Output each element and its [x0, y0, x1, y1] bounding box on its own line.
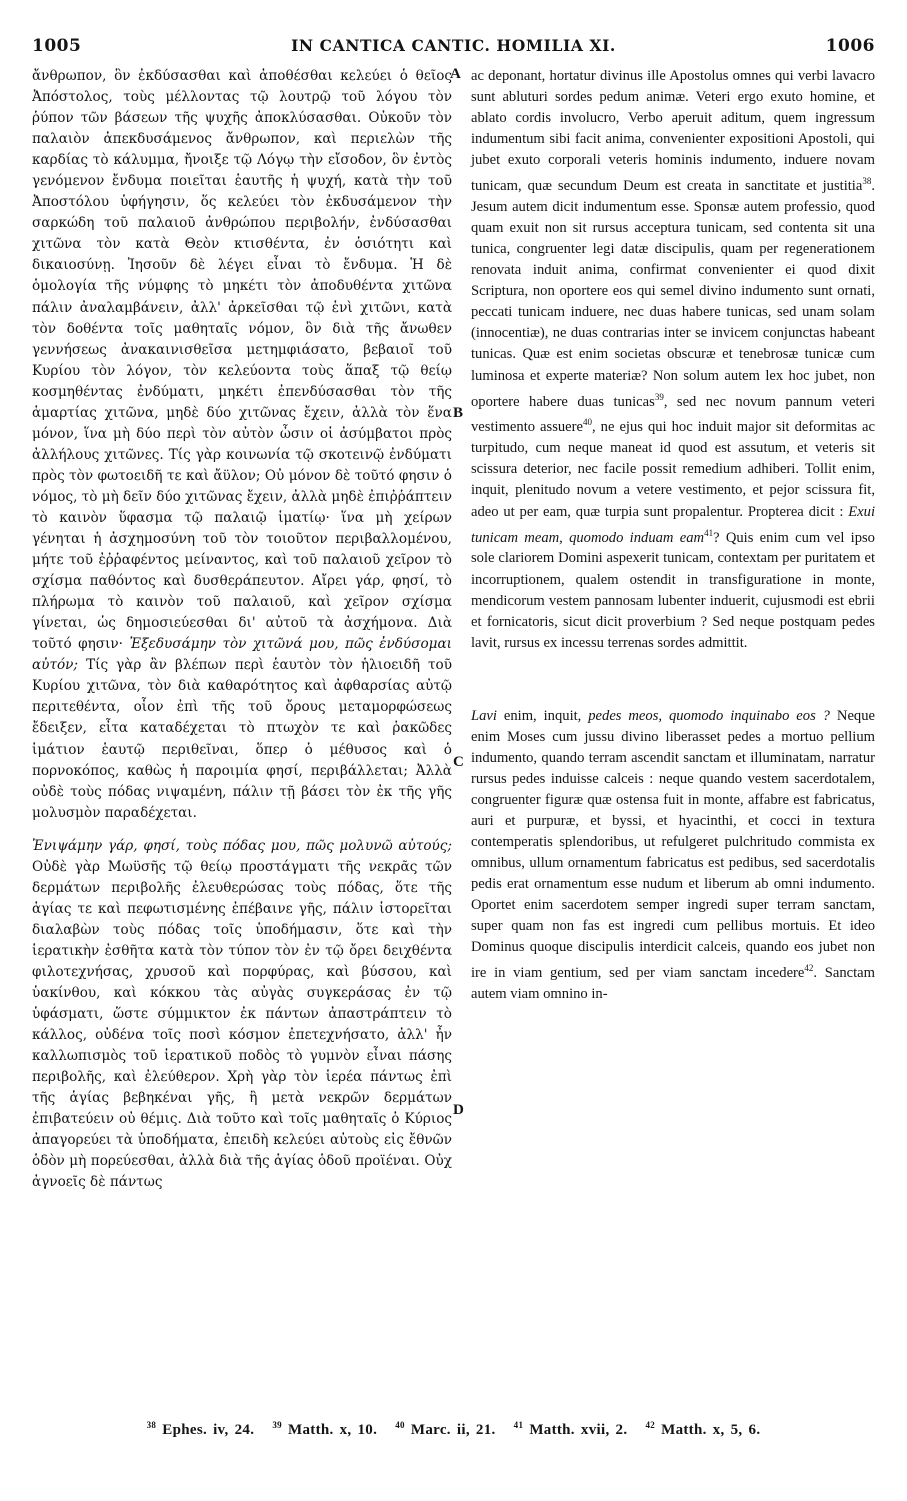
latin-text: . Jesum autem dicit indumentum esse. Sponsæ autem professio, quod quam exuit non sit rursus acceptura tunicam, sed contenta sit una tunica, congruenter legi datæ discipulis, quam per regenerationem renovata induit anima, confirmat convenienter ei quod dixit Scriptura, non oportere eos qui semel divino indumento sunt ornati, peccati tunicam induere, nec duas habere tunicas, sed unam solam (innocentiæ), ne duas contrarias inter se invicem conjunctas habeant tunicas. Quæ est enim societas obscuræ et tenebrosæ tunicæ cum luminosa et experte materiæ? Non solum autem lex hoc jubet, non oportere habere duas tunicas — [471, 178, 875, 410]
greek-column — [32, 66, 452, 1193]
section-marker-c: C — [453, 754, 464, 770]
footnote — [395, 1422, 495, 1438]
latin-column — [471, 66, 875, 1005]
latin-text: enim, inquit, — [496, 707, 589, 724]
latin-text: ac deponant, hortatur divinus ille Apostolus omnes qui verbi lavacro sunt abluturi sordes pedum animæ. Veteri ergo exuto homine, et ablato cordis involucro, Verbo aperuit aditum, quem ingressum indumentum sibi facit anima, convenienter expositioni Apostoli, qui jubet exuto corporali veteris hominis indumento, induere novam tunicam, quæ secundum Deum est creata in sanctitate et justitia — [471, 68, 875, 195]
running-title: IN CANTICA CANTIC. HOMILIA XI. — [291, 36, 616, 55]
latin-quote: Lavi — [471, 707, 497, 724]
footnote-number: 39 — [272, 1420, 282, 1430]
latin-text: Neque enim Moses cum jussu divino liberasset pedes a mortuo pellium indumento, quando terram ascendit sanctam et illuminatam, narratur rursus pedes induisse calceis : neque quando vestem sacerdotalem, congruenter figuræ quæ ostensa fuit in monte, affabre est fabricatus, auri et purpuræ, et byssi, et hyacinthi, et cocci in textura contemperatis splendoribus, ut refulgeret pulchritudo commista ex omnibus, ullum ornamentum fabricatus est pedibus, sed sacerdotalis pedis erat ornamentum esse nudum et liberum ab omni indumento. Oportet enim sacerdotem semper ingredi super terram sanctam, super quam non fas est ingredi cum pellibus mortuis. Et ideo Dominus quoque discipulis interdicit calceis, quando eos jubet non ire in viam gentium, sed per viam sanctam incedere — [471, 707, 875, 982]
footnote-ref-text: Ephes. iv, 24. — [162, 1422, 255, 1438]
footnote-number: 41 — [513, 1420, 524, 1430]
latin-text: . Sanctam autem viam omnino in- — [471, 965, 875, 1003]
footnote — [272, 1422, 377, 1438]
latin-text: ? Quis enim cum vel ipso sole clariorem Domini aspexerit tunicam, contextam per puritatem et incorruptionem, qualem ostendit in transfiguratione in monte, mendicorum vestem pannosam lubenter induerit, cujusmodi est ebrii et fornicatoris, sicut dicit proverbium ? Sed neque postquam pedes lavit, rursus ex incessu terrenas sordes admittit. — [471, 529, 875, 651]
greek-quote: Ἐξεδυσάμην τὸν χιτῶνά μου, πῶς ἐνδύσομαι αὐτόν; — [32, 636, 452, 674]
page-header — [32, 36, 875, 66]
page-number-left: 1005 — [32, 36, 82, 56]
greek-paragraph-1 — [32, 66, 452, 824]
footnote-ref-text: Matth. x, 5, 6. — [661, 1422, 761, 1438]
footnote — [645, 1422, 760, 1438]
footnote-ref: 42 — [804, 963, 814, 974]
greek-text: Οὐδὲ γὰρ Μωϋσῆς τῷ θείῳ προστάγματι τῆς νεκρᾶς τῶν δερμάτων περιβολῆς ἐλευθερώσας τοὺς πόδας, ὅτε τῆς ἁγίας τε καὶ πεφωτισμένης ἐπέβαινε γῆς, πάλιν ἱστορεῖται διαλαβὼν τοὺς πόδας τοῖς ὑποδήμασιν, ὅτε καὶ τὴν ἱερατικὴν ἐσθῆτα κατὰ τὸν τύπον τὸν ἐν τῷ ὄρει δειχθέντα φιλοτεχνήσας, χρυσοῦ καὶ πορφύρας, καὶ βύσσου, καὶ ὑακίνθου, καὶ κόκκου τὰς αὐγὰς συγκεράσας ἐν τῷ ὑφάσματι, ὥστε σύμμικτον ἐκ πάντων ἀπαστράπτειν τὸ κάλλος, οὐδένα τοῖς ποσὶ κόσμον ἐπετεχνήσατο, ἀλλ' ἦν καλλωπισμὸς τοῦ ἱερατικοῦ ποδὸς τὸ γυμνὸν εἶναι πάσης περιβολῆς, καὶ ἐλεύθερον. Χρὴ γὰρ τὸν ἱερέα πάντως ἐπὶ τῆς ἁγίας βεβηκέναι γῆς, ἢ μετὰ νεκρῶν δερμάτων ἐπιβατεύειν οὐ θέμις. Διὰ τοῦτο καὶ τοῖς μαθηταῖς ὁ Κύριος ἀπαγορεύει τὰ ὑποδήματα, ἐπειδὴ κελεύει αὐτοὺς εἰς ἔθνῶν ὁδὸν μὴ πορεύεσθαι, ἀλλὰ διὰ τῆς ἁγίας ὁδοῦ προϊέναι. Οὐχ ἀγνοεῖς δὲ πάντως — [32, 858, 452, 1191]
greek-text: Τίς γὰρ ἂν βλέπων περὶ ἑαυτὸν τὸν ἡλιοειδῆ τοῦ Κυρίου χιτῶνα, τὸν διὰ καθαρότητος καὶ ἀφθαρσίας αὐτῷ περιτεθέντα, οἷον ἐπὶ τῆς τοῦ ὄρους μεταμορφώσεως ἔδειξεν, εἶτα καταδέχεται τὸ πτωχὸν τε καὶ ῥακῶδες ἱμάτιον ἑαυτῷ περιθεῖναι, ὅπερ ὁ μέθυσος καὶ ὁ πορνοκόπος, καθὼς ἡ παροιμία φησί, περιβάλλεται; Ἀλλὰ οὐδὲ τοὺς πόδας νιψαμένη, πάλιν τῇ βάσει τὸν ἐκ τῆς γῆς μολυσμὸν παραδέχεται. — [32, 657, 452, 821]
footnote — [514, 1422, 628, 1438]
latin-paragraph-1 — [471, 66, 875, 654]
footnote-number: 40 — [395, 1420, 405, 1430]
footnote-ref: 41 — [704, 527, 714, 538]
latin-paragraph-2 — [471, 706, 875, 1006]
latin-text: , ne ejus qui hoc induit major sit deformitas ac turpitudo, cum neque maneat id quod est assutum, et veteris sit scissura deterior, nec facile possit remedium adhiberi. Tollit enim, inquit, plenitudo novum a vetere vestimento, et pejor scissura fit, adeo ut per eam, quæ turpia sunt propalentur. Propterea dicit : — [471, 419, 875, 520]
footnote-number: 42 — [645, 1420, 656, 1430]
footnote-number: 38 — [146, 1420, 157, 1430]
greek-quote: Ἐνιψάμην γάρ, φησί, τοὺς πόδας μου, πῶς μολυνῶ αὐτούς; — [32, 837, 452, 854]
greek-text: ἄνθρωπον, ὃν ἐκδύσασθαι καὶ ἀποθέσθαι κελεύει ὁ θεῖος Ἀπόστολος, τοὺς μέλλοντας τῷ λουτρῷ τοῦ λόγου τὸν ῥύπον τῶν βάσεων τῆς ψυχῆς ἀποκλύσασθαι. Οὐκοῦν τὸν παλαιὸν ἀπεκδυσάμενος ἄνθρωπον, καὶ περιελὼν τῆς καρδίας τὸ κάλυμμα, ἤνοιξε τῷ Λόγῳ τὴν εἴσοδον, ὃν ἐντὸς γενόμενον ἔνδυμα ποιεῖται ἑαυτῆς ἡ ψυχή, κατὰ τὴν τοῦ Ἀποστόλου ὑφήγησιν, ὅς κελεύει τὸν ἐκδυσάμενον τὴν σαρκώδη τοῦ παλαιοῦ ἀνθρώπου περιβολήν, ἐνδύσασθαι χιτῶνα τὸν κατὰ Θεὸν κτισθέντα, ἐν ὁσιότητι καὶ δικαιοσύνῃ. Ἰησοῦν δὲ λέγει εἶναι τὸ ἔνδυμα. Ἡ δὲ ὁμολογία τῆς νύμφης τὸ μηκέτι τὸν ἀποδυθέντα χιτῶνα πάλιν ἀναλαμβάνειν, ἀλλ' ἀρκεῖσθαι τῷ ἑνὶ χιτῶνι, κατὰ τὸν δοθέντα τοῖς μαθηταῖς νόμον, ὃν διὰ τῆς ἄνωθεν γεννήσεως ἀνακαινισθεῖσα μετημφιάσατο, βεβαιοῖ τοῦ Κυρίου τὸν λόγον, τὸν κελεύοντα τοὺς ἅπαξ τῷ θείῳ κοσμηθέντας ἐνδύματι, μηκέτι ἐπενδύσασθαι τὸν τῆς ἁμαρτίας χιτῶνα, μηδὲ δύο χιτῶνας ἔχειν, ἀλλὰ τὸν ἕνα μόνον, ἵνα μὴ δύο περὶ τὸν αὐτὸν ὦσιν οἱ ἀσύμβατοι πρὸς ἀλλήλους χιτῶνες. Τίς γὰρ κοινωνία τῷ σκοτεινῷ ἐνδύματι πρὸς τὸν φωτοειδῆ τε καὶ ἄϋλον; Οὐ μόνον δὲ τοῦτό φησιν ὁ νόμος, τὸ μὴ δεῖν δύο χιτῶνας ἔχειν, ἀλλὰ μηδὲ ἐπιῤῥάπτειν τὸ καινὸν ὕφασμα τῷ παλαιῷ ἱματίῳ· ἵνα μὴ χείρων γένηται ἡ ἀσχημοσύνη τοῦ τὸν τοιοῦτον περιβαλλομένου, μήτε τοῦ ἐῤῥαφέντος μείναντος, καὶ τοῦ παλαιοῦ χεῖρον τὸ σχίσμα παθόντος καὶ δυσθεράπευτον. Αἴρει γάρ, φησί, τὸ πλήρωμα τὸ καινὸν τοῦ παλαιοῦ, καὶ χεῖρον σχίσμα γίνεται, ὡς δημοσιεύεσθαι δι' αὐτοῦ τὰ ἀσχήμονα. Διὰ τοῦτό φησιν· — [32, 68, 453, 653]
section-marker-b: B — [453, 405, 464, 421]
greek-paragraph-2 — [32, 836, 452, 1194]
footnote-ref: 39 — [654, 391, 664, 402]
latin-quote: Exui tunicam meam, quomodo induam eam — [471, 503, 875, 546]
footnote-ref-text: Marc. ii, 21. — [410, 1422, 496, 1438]
page-number-right: 1006 — [825, 36, 875, 56]
footnote-ref-text: Matth. xvii, 2. — [529, 1422, 628, 1438]
section-marker-a: A — [450, 66, 461, 82]
footnote-ref: 38 — [862, 176, 872, 187]
footnote-ref-text: Matth. x, 10. — [288, 1422, 378, 1438]
footnote-ref: 40 — [583, 417, 592, 428]
latin-text: , sed nec novum pannum veteri vestimento assuere — [471, 393, 875, 436]
section-marker-d: D — [453, 1102, 464, 1118]
footnotes — [32, 1420, 875, 1439]
latin-quote: pedes meos, quomodo inquinabo eos ? — [588, 707, 830, 724]
footnote — [147, 1422, 255, 1438]
